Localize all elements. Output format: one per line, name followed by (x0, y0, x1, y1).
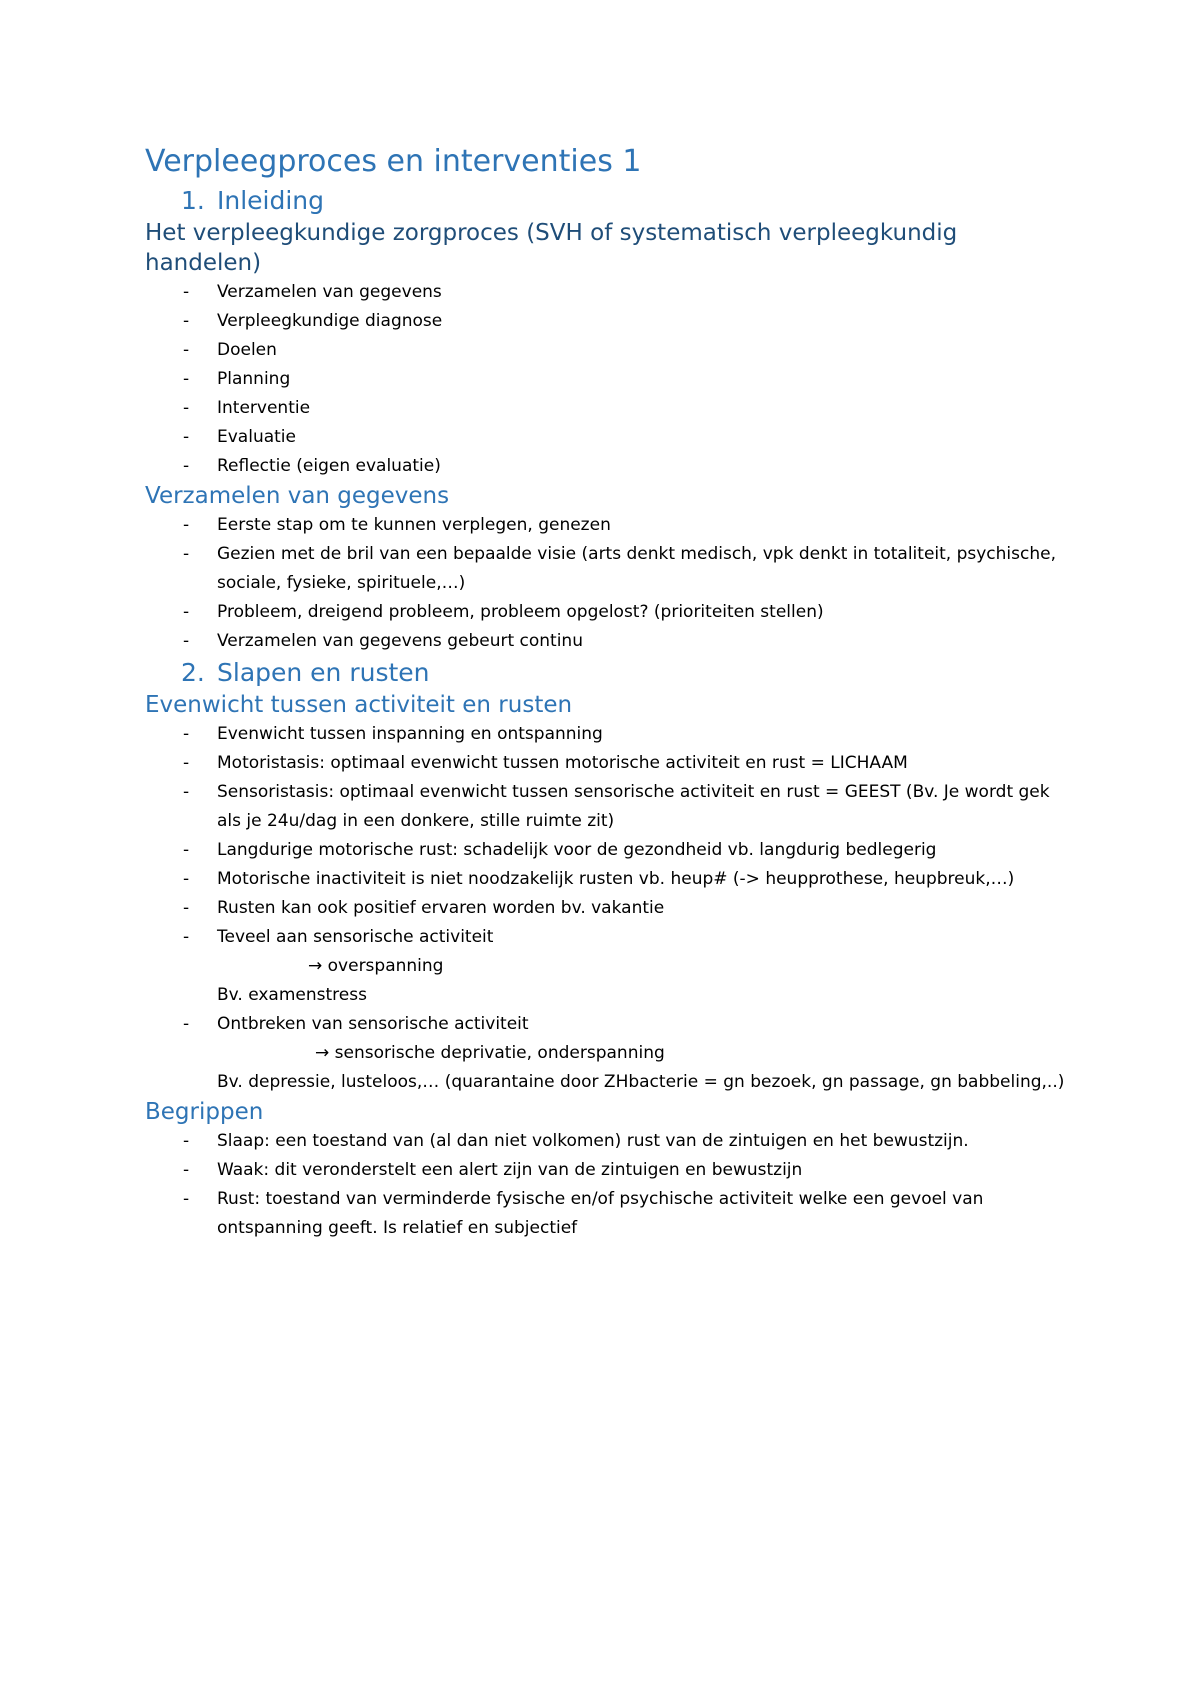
section-heading-inleiding (145, 184, 1065, 218)
list-item-text: Gezien met de bril van een bepaalde visie (arts denkt medisch, vpk denkt in totaliteit, psychische, sociale, fysieke, spirituele,…) (217, 544, 1056, 593)
document-title: Verpleegproces en interventies 1 (145, 144, 642, 179)
list-item-text: Motorische inactiviteit is niet noodzakelijk rusten vb. heup# (-> heupprothese, heupbreuk,…) (217, 869, 1015, 889)
arrow-note-deprivatie: → sensorische deprivatie, onderspanning (315, 1043, 665, 1063)
dash-bullet: - (183, 724, 190, 744)
list-item-text: Motoristasis: optimaal evenwicht tussen motorische activiteit en rust = LICHAAM (217, 753, 908, 773)
list-item (145, 511, 1065, 540)
list-item-text: Waak: dit veronderstelt een alert zijn van de zintuigen en bewustzijn (217, 1160, 803, 1180)
list-item-text: Rusten kan ook positief ervaren worden bv. vakantie (217, 898, 665, 918)
list-item-text: Sensoristasis: optimaal evenwicht tussen sensorische activiteit en rust = GEEST (Bv. Je wordt gek als je 24u/dag in een donkere, stille ruimte zit) (217, 782, 1050, 831)
list-item (145, 865, 1065, 894)
list-item-text: Slaap: een toestand van (al dan niet volkomen) rust van de zintuigen en het bewustzijn. (217, 1131, 969, 1151)
list-item-text: Langdurige motorische rust: schadelijk voor de gezondheid vb. langdurig bedlegerig (217, 840, 937, 860)
list-item (145, 423, 1065, 452)
example-note: Bv. examenstress (217, 985, 367, 1005)
list-item (145, 1010, 1065, 1039)
list-item-text: Evaluatie (217, 427, 296, 447)
list-item (145, 452, 1065, 481)
list-item-text: Verzamelen van gegevens gebeurt continu (217, 631, 583, 651)
list-item (145, 894, 1065, 923)
dash-bullet: - (183, 631, 190, 651)
dash-bullet: - (183, 398, 190, 418)
bullet-list-verzamelen (145, 511, 1065, 656)
dash-bullet: - (183, 898, 190, 918)
list-item (145, 394, 1065, 423)
list-item (145, 1156, 1065, 1185)
document-page (145, 140, 1065, 1243)
list-item (145, 720, 1065, 749)
list-item (145, 627, 1065, 656)
section-title: Slapen en rusten (217, 658, 430, 687)
list-item-text: Doelen (217, 340, 277, 360)
dash-bullet: - (183, 1014, 190, 1034)
list-item (145, 336, 1065, 365)
dash-bullet: - (183, 1160, 190, 1180)
dash-bullet: - (183, 927, 190, 947)
arrow-note-overspanning: → overspanning (308, 956, 444, 976)
subsection-heading-zorgproces: Het verpleegkundige zorgproces (SVH of systematisch verpleegkundig handelen) (145, 220, 958, 276)
list-item (145, 540, 1065, 598)
dash-bullet: - (183, 1131, 190, 1151)
bullet-list-evenwicht-cont (145, 1010, 1065, 1039)
section-number: 2. (181, 658, 205, 687)
dash-bullet: - (183, 753, 190, 773)
list-item-text: Interventie (217, 398, 311, 418)
bullet-list-zorgproces (145, 278, 1065, 481)
list-item-text: Verzamelen van gegevens (217, 282, 442, 302)
list-item (145, 749, 1065, 778)
list-item-text: Verpleegkundige diagnose (217, 311, 443, 331)
list-item (145, 1185, 1065, 1243)
list-item-text: Eerste stap om te kunnen verplegen, genezen (217, 515, 611, 535)
dash-bullet: - (183, 340, 190, 360)
list-item (145, 278, 1065, 307)
list-item (145, 598, 1065, 627)
dash-bullet: - (183, 311, 190, 331)
list-item-text: Reflectie (eigen evaluatie) (217, 456, 441, 476)
dash-bullet: - (183, 456, 190, 476)
list-item (145, 778, 1065, 836)
subsection-heading-verzamelen: Verzamelen van gegevens (145, 483, 450, 509)
list-item-text: Planning (217, 369, 291, 389)
dash-bullet: - (183, 1189, 190, 1209)
list-item (145, 1127, 1065, 1156)
dash-bullet: - (183, 369, 190, 389)
bullet-list-evenwicht (145, 720, 1065, 952)
section-heading-slapen (145, 656, 1065, 690)
list-item-text: Probleem, dreigend probleem, probleem opgelost? (prioriteiten stellen) (217, 602, 824, 622)
list-item (145, 923, 1065, 952)
list-item-text: Evenwicht tussen inspanning en ontspanning (217, 724, 603, 744)
list-item-text: Teveel aan sensorische activiteit (217, 927, 494, 947)
bullet-list-begrippen (145, 1127, 1065, 1243)
dash-bullet: - (183, 427, 190, 447)
dash-bullet: - (183, 782, 190, 802)
subsection-heading-begrippen: Begrippen (145, 1099, 264, 1125)
subsection-heading-evenwicht: Evenwicht tussen activiteit en rusten (145, 692, 573, 718)
list-item-text: Rust: toestand van verminderde fysische en/of psychische activiteit welke een gevoel van ontspanning geeft. Is relatief en subjectief (217, 1189, 984, 1238)
dash-bullet: - (183, 544, 190, 564)
list-item (145, 365, 1065, 394)
dash-bullet: - (183, 840, 190, 860)
dash-bullet: - (183, 869, 190, 889)
section-title: Inleiding (217, 186, 325, 215)
list-item-text: Ontbreken van sensorische activiteit (217, 1014, 529, 1034)
example-note: Bv. depressie, lusteloos,… (quarantaine door ZHbacterie = gn bezoek, gn passage, gn babbeling,..) (217, 1072, 1065, 1092)
dash-bullet: - (183, 602, 190, 622)
dash-bullet: - (183, 515, 190, 535)
list-item (145, 307, 1065, 336)
list-item (145, 836, 1065, 865)
section-number: 1. (181, 186, 205, 215)
dash-bullet: - (183, 282, 190, 302)
